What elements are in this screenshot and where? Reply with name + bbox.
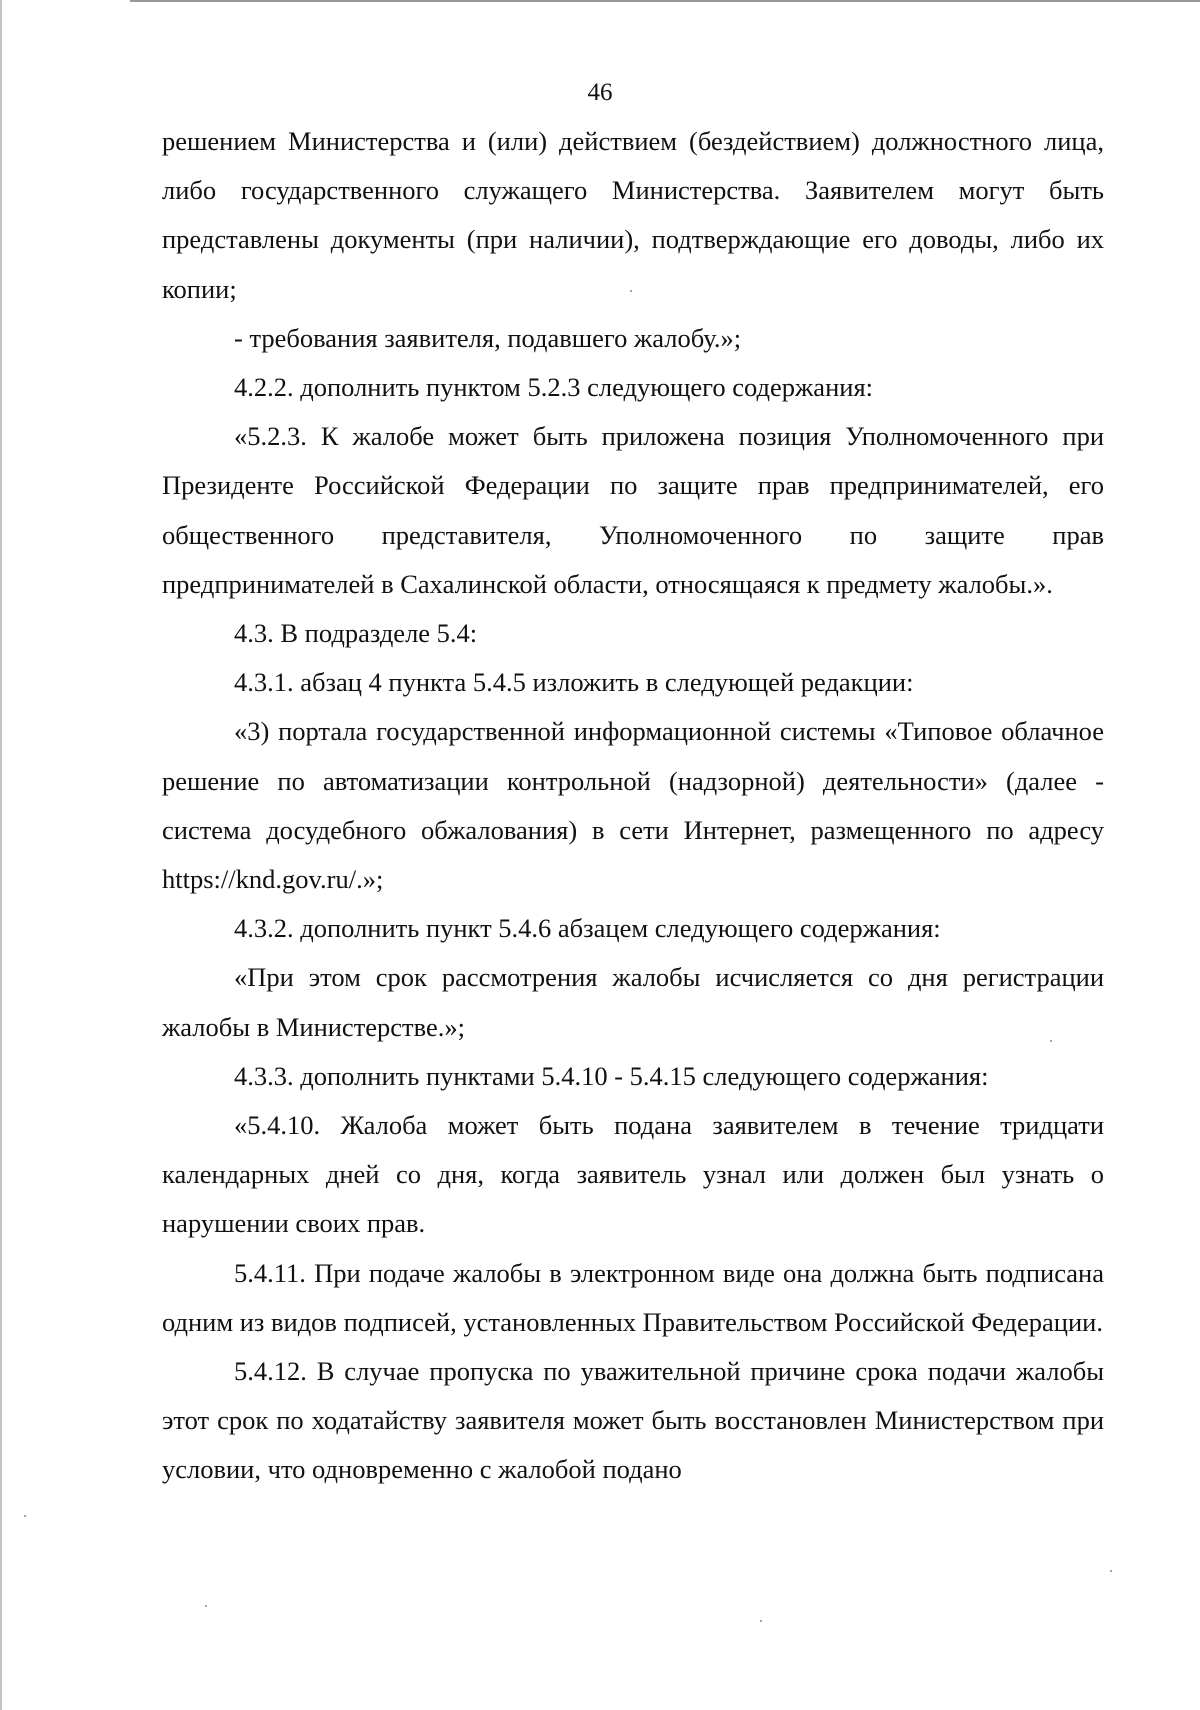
- paragraph-portal: «3) портала государственной информационной системы «Типовое облачное решение по автоматизации контрольной (надзорной) деятельности» (далее - система досудебного обжалования) в сети Интернет, размещенного по адресу https://knd.gov.ru/.»;: [162, 716, 1104, 895]
- scan-speck: [205, 1605, 207, 1607]
- scan-top-edge: [130, 0, 1200, 2]
- scan-speck: [630, 290, 632, 292]
- scan-speck: [760, 1620, 762, 1622]
- scan-speck: [24, 1515, 26, 1517]
- paragraph-4-3: 4.3. В подразделе 5.4:: [234, 618, 478, 649]
- paragraph-4-3-1: 4.3.1. абзац 4 пункта 5.4.5 изложить в следующей редакции:: [234, 667, 914, 698]
- paragraph-requirements-item: - требования заявителя, подавшего жалобу.»;: [234, 322, 742, 353]
- paragraph-4-3-2: 4.3.2. дополнить пункт 5.4.6 абзацем следующего содержания:: [234, 913, 941, 944]
- paragraph-review-term: «При этом срок рассмотрения жалобы исчисляется со дня регистрации жалобы в Министерстве.»;: [162, 962, 1104, 1042]
- paragraph-4-2-2: 4.2.2. дополнить пунктом 5.2.3 следующего содержания:: [234, 372, 873, 403]
- paragraph-5-4-10: «5.4.10. Жалоба может быть подана заявителем в течение тридцати календарных дней со дня, когда заявитель узнал или должен был узнать о нарушении своих прав.: [162, 1110, 1104, 1239]
- paragraph-4-3-3: 4.3.3. дополнить пунктами 5.4.10 - 5.4.15 следующего содержания:: [234, 1060, 989, 1091]
- scan-speck: [1050, 1040, 1052, 1042]
- scan-left-edge: [0, 0, 2, 1710]
- paragraph-5-4-12: 5.4.12. В случае пропуска по уважительной причине срока подачи жалобы этот срок по ходатайству заявителя может быть восстановлен Министерством при условии, что одновременно с жалобой подано: [162, 1356, 1104, 1485]
- paragraph-5-2-3: «5.2.3. К жалобе может быть приложена позиция Уполномоченного при Президенте Российской Федерации по защите прав предпринимателей, его общественного представителя, Уполномоченного по защите прав предпринимателей в Сахалинской области, относящаяся к предмету жалобы.».: [162, 421, 1104, 599]
- body-text: [162, 117, 1104, 1495]
- scan-speck: [1110, 1570, 1112, 1572]
- page-number: 46: [587, 79, 613, 106]
- paragraph-5-4-11: 5.4.11. При подаче жалобы в электронном виде она должна быть подписана одним из видов подписей, установленных Правительством Российской Федерации.: [162, 1257, 1104, 1337]
- paragraph-continuation: решением Министерства и (или) действием (бездействием) должностного лица, либо государственного служащего Министерства. Заявителем могут быть представлены документы (при наличии), подтверждающие его доводы, либо их копии;: [162, 126, 1104, 304]
